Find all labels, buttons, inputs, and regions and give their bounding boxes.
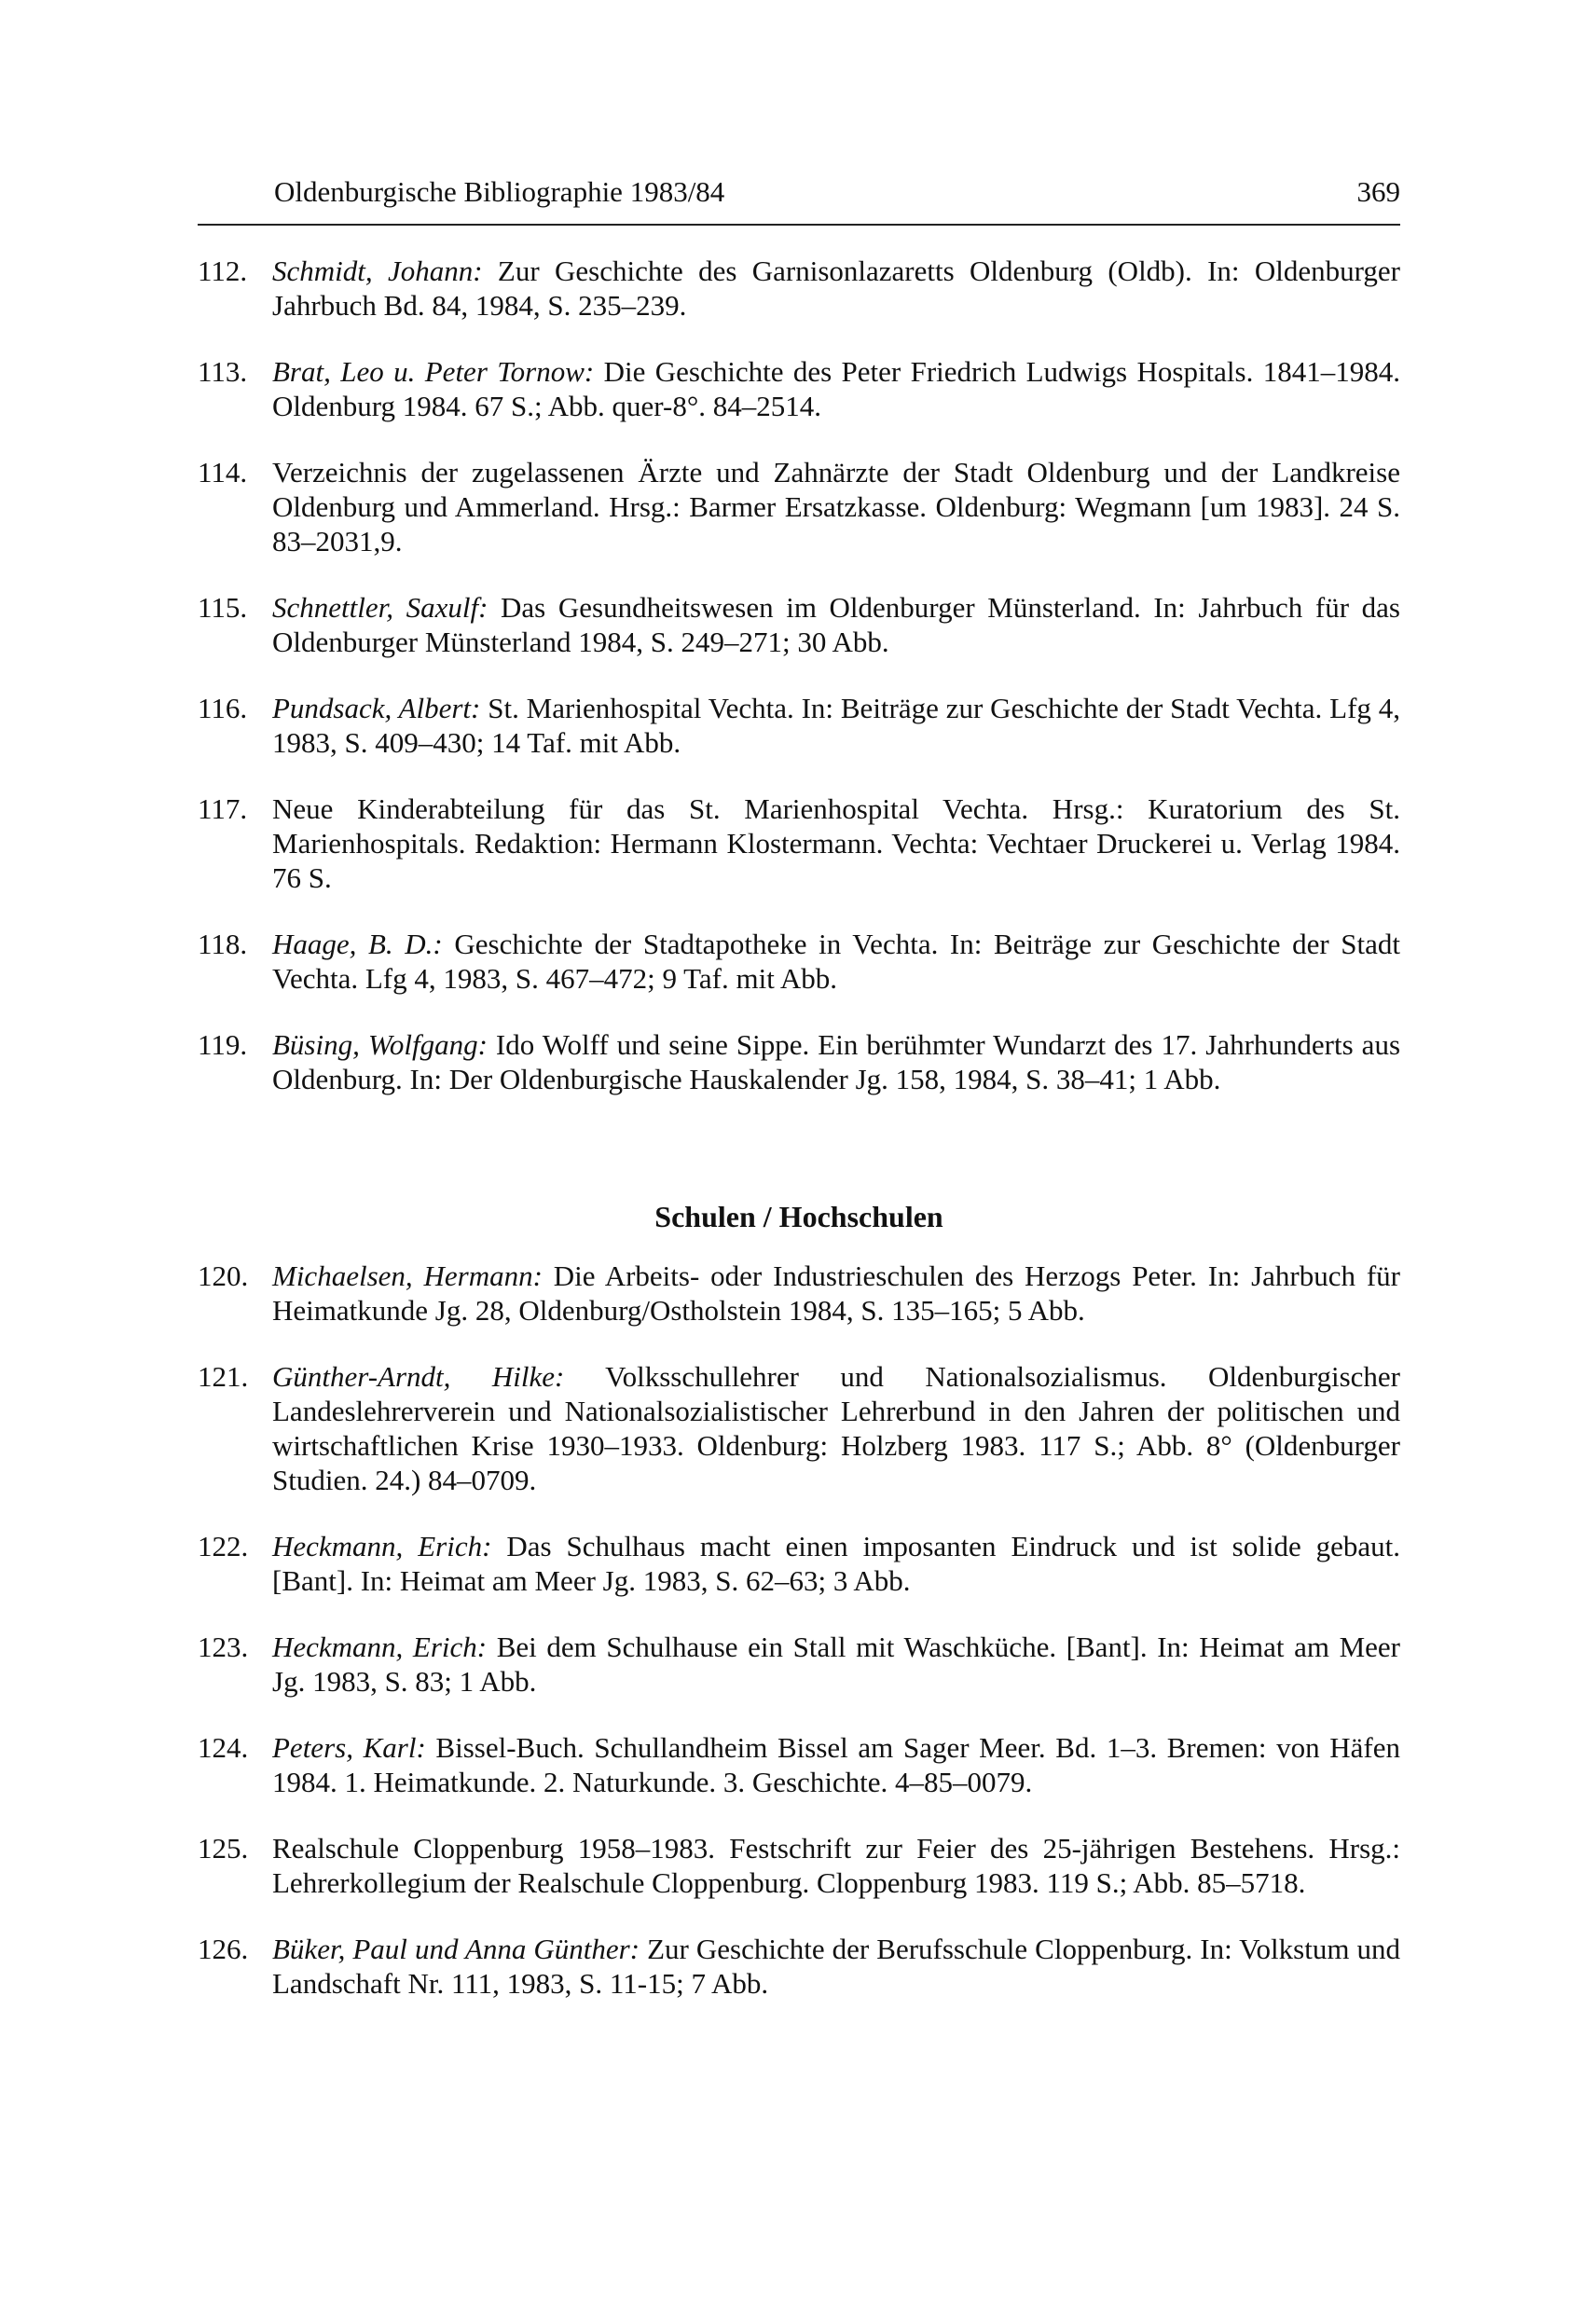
entry-body: Verzeichnis der zugelassenen Ärzte und Zahnärzte der Stadt Oldenburg und der Landkreise Oldenburg und Ammerland. Hrsg.: Barmer Ersatzkasse. Oldenburg: Wegmann [um 1983]. 24 S. 83–2031,9.	[272, 456, 1400, 557]
entry-body: Bissel-Buch. Schullandheim Bissel am Sager Meer. Bd. 1–3. Bremen: von Häfen 1984. 1. Heimatkunde. 2. Naturkunde. 3. Geschichte. 4–85–0079.	[272, 1731, 1401, 1798]
entry-author: Brat, Leo u. Peter Tornow:	[272, 355, 595, 388]
section-heading: Schulen / Hochschulen	[654, 1200, 943, 1233]
entry-text	[272, 791, 1400, 895]
entry-author: Büsing, Wolfgang:	[272, 1028, 488, 1061]
entry-number: 123.	[198, 1631, 249, 1663]
entry-body: Zur Geschichte der Berufsschule Cloppenburg. In: Volkstum und Landschaft Nr. 111, 1983, S. 11-15; 7 Abb.	[272, 1933, 1400, 2000]
entry-text	[272, 927, 1400, 996]
entry-author: Büker, Paul und Anna Günther:	[272, 1933, 640, 1965]
entry-number: 113.	[198, 355, 248, 388]
entry-text	[272, 1630, 1400, 1699]
entry-text	[272, 1529, 1400, 1598]
entry-number: 117.	[198, 792, 248, 825]
entry-body: St. Marienhospital Vechta. In: Beiträge zur Geschichte der Stadt Vechta. Lfg 4, 1983, S. 409–430; 14 Taf. mit Abb.	[272, 692, 1400, 759]
bibliography-entry	[198, 1259, 1400, 1328]
entry-author: Pundsack, Albert:	[272, 692, 481, 724]
entry-number: 122.	[198, 1530, 249, 1562]
bibliography-entry	[198, 590, 1400, 659]
entry-number: 114.	[198, 456, 248, 489]
entry-body: Realschule Cloppenburg 1958–1983. Festschrift zur Feier des 25-jährigen Bestehens. Hrsg.: Lehrerkollegium der Realschule Cloppenburg. Cloppenburg 1983. 119 S.; Abb. 85–5718.	[272, 1832, 1400, 1899]
bibliography-entry	[198, 1359, 1400, 1497]
entry-text	[272, 1932, 1400, 2001]
entry-text	[272, 691, 1400, 760]
entry-author: Heckmann, Erich:	[272, 1631, 488, 1663]
entry-number: 120.	[198, 1259, 249, 1292]
bibliography-entry	[198, 1529, 1400, 1598]
journal-title: Oldenburgische Bibliographie 1983/84	[274, 175, 725, 208]
entry-number: 125.	[198, 1832, 249, 1865]
entry-number: 121.	[198, 1360, 249, 1393]
entry-author: Schnettler, Saxulf:	[272, 591, 488, 624]
entry-number: 124.	[198, 1731, 249, 1764]
entry-body: Ido Wolff und seine Sippe. Ein berühmter Wundarzt des 17. Jahrhunderts aus Oldenburg. In: Der Oldenburgische Hauskalender Jg. 158, 1984, S. 38–41; 1 Abb.	[272, 1028, 1401, 1095]
entry-number: 116.	[198, 692, 248, 724]
bibliography-entry	[198, 927, 1400, 996]
entry-list-health	[198, 254, 1400, 1128]
entry-text	[272, 590, 1400, 659]
entry-body: Die Arbeits- oder Industrieschulen des Herzogs Peter. In: Jahrbuch für Heimatkunde Jg. 28, Oldenburg/Ostholstein 1984, S. 135–165; 5 Abb.	[272, 1259, 1401, 1327]
entry-number: 115.	[198, 591, 248, 624]
entry-author: Michaelsen, Hermann:	[272, 1259, 543, 1292]
entry-body: Die Geschichte des Peter Friedrich Ludwigs Hospitals. 1841–1984. Oldenburg 1984. 67 S.; Abb. quer-8°. 84–2514.	[272, 355, 1400, 422]
entry-text	[272, 254, 1400, 323]
entry-body: Volksschullehrer und Nationalsozialismus. Oldenburgischer Landeslehrerverein und Nationalsozialistischer Lehrerbund in den Jahren der politischen und wirtschaftlichen Krise 1930–1933. Oldenburg: Holzberg 1983. 117 S.; Abb. 8° (Oldenburger Studien. 24.) 84–0709.	[272, 1360, 1401, 1496]
entry-author: Haage, B. D.:	[272, 928, 443, 960]
entry-body: Geschichte der Stadtapotheke in Vechta. In: Beiträge zur Geschichte der Stadt Vechta. Lfg 4, 1983, S. 467–472; 9 Taf. mit Abb.	[272, 928, 1400, 995]
entry-body: Zur Geschichte des Garnisonlazaretts Oldenburg (Oldb). In: Oldenburger Jahrbuch Bd. 84, 1984, S. 235–239.	[272, 255, 1400, 322]
entry-text	[272, 455, 1400, 558]
bibliography-entry	[198, 1730, 1400, 1799]
entry-number: 112.	[198, 255, 248, 287]
entry-author: Schmidt, Johann:	[272, 255, 483, 287]
entry-author: Peters, Karl:	[272, 1731, 426, 1764]
bibliography-entry	[198, 455, 1400, 558]
entry-body: Bei dem Schulhause ein Stall mit Waschküche. [Bant]. In: Heimat am Meer Jg. 1983, S. 83; 1 Abb.	[272, 1631, 1401, 1698]
entry-number: 119.	[198, 1028, 248, 1061]
entry-text	[272, 354, 1400, 423]
entry-body: Das Gesundheitswesen im Oldenburger Münsterland. In: Jahrbuch für das Oldenburger Münsterland 1984, S. 249–271; 30 Abb.	[272, 591, 1400, 658]
entry-body: Neue Kinderabteilung für das St. Marienhospital Vechta. Hrsg.: Kuratorium des St. Marienhospitals. Redaktion: Hermann Klostermann. Vechta: Vechtaer Druckerei u. Verlag 1984. 76 S.	[272, 792, 1400, 894]
bibliography-entry	[198, 791, 1400, 895]
entry-text	[272, 1259, 1400, 1328]
bibliography-entry	[198, 1630, 1400, 1699]
bibliography-entry	[198, 354, 1400, 423]
entry-text	[272, 1730, 1400, 1799]
header-rule	[198, 224, 1400, 226]
page-number: 369	[1356, 175, 1400, 208]
entry-text	[272, 1027, 1400, 1096]
entry-text	[272, 1359, 1400, 1497]
bibliography-entry	[198, 1932, 1400, 2001]
entry-text	[272, 1831, 1400, 1900]
bibliography-entry	[198, 1831, 1400, 1900]
entry-number: 118.	[198, 928, 248, 960]
entry-list-schools	[198, 1259, 1400, 2032]
entry-body: Das Schulhaus macht einen imposanten Eindruck und ist solide gebaut. [Bant]. In: Heimat am Meer Jg. 1983, S. 62–63; 3 Abb.	[272, 1530, 1401, 1597]
entry-number: 126.	[198, 1933, 249, 1965]
entry-author: Heckmann, Erich:	[272, 1530, 492, 1562]
bibliography-entry	[198, 254, 1400, 323]
bibliography-entry	[198, 691, 1400, 760]
entry-author: Günther-Arndt, Hilke:	[272, 1360, 565, 1393]
bibliography-entry	[198, 1027, 1400, 1096]
